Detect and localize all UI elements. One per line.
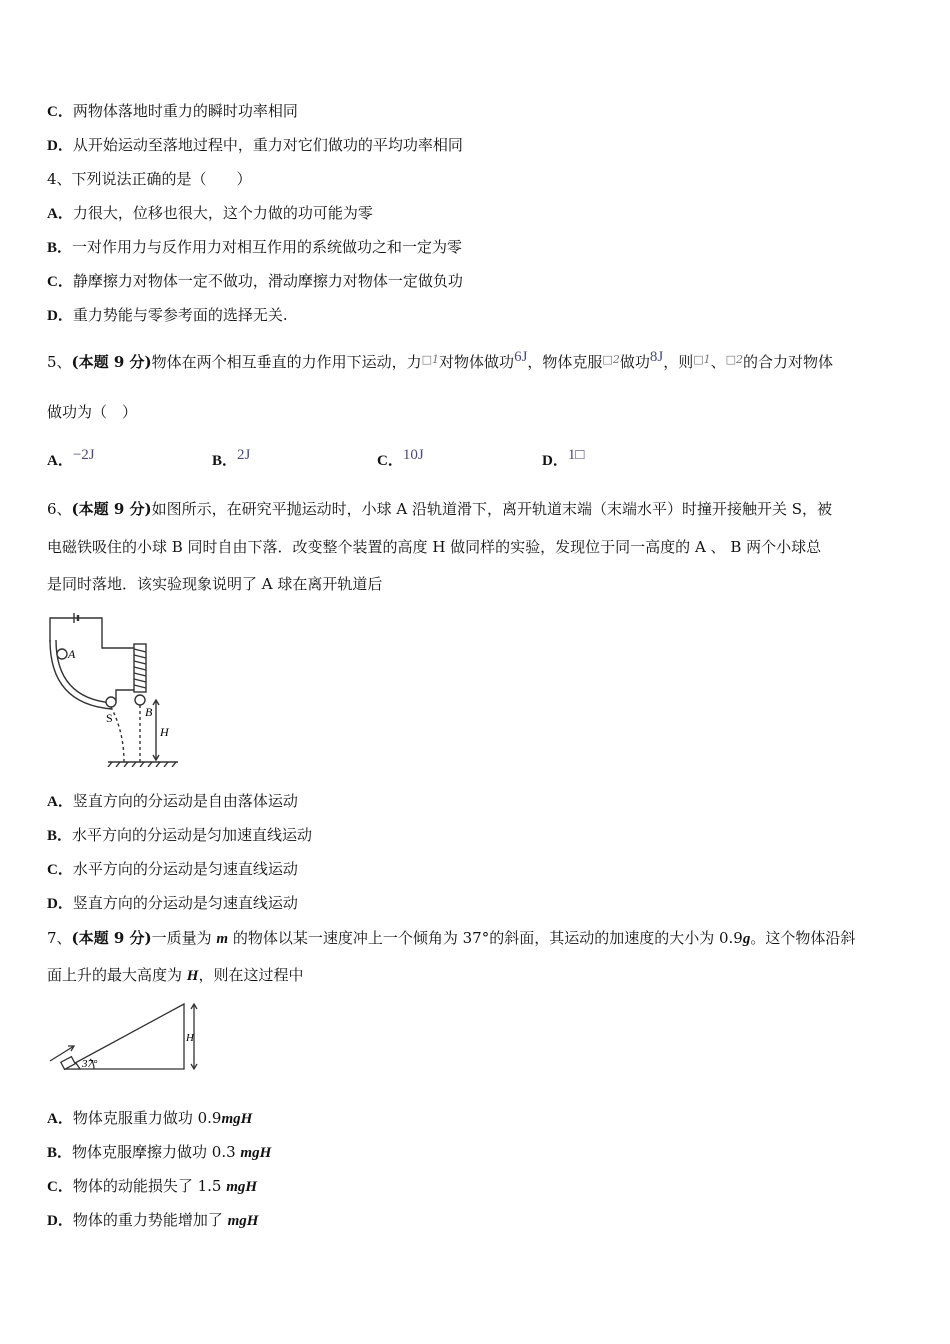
q5-option-c: C．10J [377,447,424,469]
q6-stem-line1: 6、(本题 9 分)如图所示，在研究平抛运动时，小球 A 沿轨道滑下，离开轨道末端（末端水平）时撞开接触开关 S，被 [47,500,833,518]
q7-stem-line1: 7、(本题 9 分)一质量为 m 的物体以某一速度冲上一个倾角为 37°的斜面，其运动的加速度的大小为 0.9g。这个物体沿斜 [47,929,856,947]
f2-symbol: □2 [602,353,620,366]
q6-option-d: D．竖直方向的分运动是匀速直线运动 [47,894,298,912]
q3-option-c: C．两物体落地时重力的瞬时功率相同 [47,102,298,120]
q5-options [47,447,747,472]
q4-option-a: A．力很大，位移也很大，这个力做的功可能为零 [47,204,373,222]
label-s: S [106,711,113,725]
q3-option-d: D．从开始运动至落地过程中，重力对它们做功的平均功率相同 [47,136,463,154]
q5-option-d: D．1□ [542,447,585,469]
label-a: A [68,647,76,661]
q6-stem-line3: 是同时落地．该实验现象说明了 A 球在离开轨道后 [47,575,383,593]
height-label: H [186,1032,194,1044]
q5-stem-line2: 做功为（ ） [47,403,138,421]
q7-score: (本题 9 分) [71,929,152,947]
f2-symbol-b: □2 [725,353,744,366]
q5-score: (本题 9 分) [71,353,152,371]
label-b: B [145,705,153,719]
q6-option-a: A．竖直方向的分运动是自由落体运动 [47,792,298,810]
work1-formula: 6J [514,349,528,365]
q6-stem-line2: 电磁铁吸住的小球 B 同时自由下落．改变整个装置的高度 H 做同样的实验，发现位于同一高度的 A 、 B 两个小球总 [47,538,822,556]
f1-symbol-b: □1 [693,353,711,366]
projectile-apparatus-figure [44,612,194,767]
q7-option-d: D．物体的重力势能增加了 mgH [47,1211,259,1229]
q4-option-d: D．重力势能与零参考面的选择无关. [47,306,288,324]
label-h: H [160,725,169,739]
q5-option-b: B．2J [212,447,251,469]
q4-stem: 4、下列说法正确的是（ ） [47,170,252,188]
f1-symbol: □1 [421,353,440,366]
q7-option-a: A．物体克服重力做功 0.9mgH [47,1109,253,1127]
q5-number: 5、 [47,353,72,371]
q4-option-c: C．静摩擦力对物体一定不做功，滑动摩擦力对物体一定做负功 [47,272,463,290]
q6-score: (本题 9 分) [71,500,152,518]
q5-stem-line1: 5、(本题 9 分)物体在两个相互垂直的力作用下运动，力$^{□1}$对物体做功6J，物体克服$^{□2}$做功8J，则$^{□1}$、$^{□2}$的合力对物体 [47,349,834,371]
work2-formula: 8J [649,349,664,365]
q6-option-c: C．水平方向的分运动是匀速直线运动 [47,860,298,878]
q7-option-c: C．物体的动能损失了 1.5 mgH [47,1177,258,1195]
q4-option-b: B．一对作用力与反作用力对相互作用的系统做功之和一定为零 [47,238,463,256]
q7-option-b: B．物体克服摩擦力做功 0.3 mgH [47,1143,272,1161]
q7-stem-line2: 面上升的最大高度为 H，则在这过程中 [47,966,304,984]
q5-option-a: A．−2J [47,447,95,469]
incline-figure [46,999,221,1079]
angle-label: 37° [82,1058,98,1070]
q6-option-b: B．水平方向的分运动是匀加速直线运动 [47,826,313,844]
